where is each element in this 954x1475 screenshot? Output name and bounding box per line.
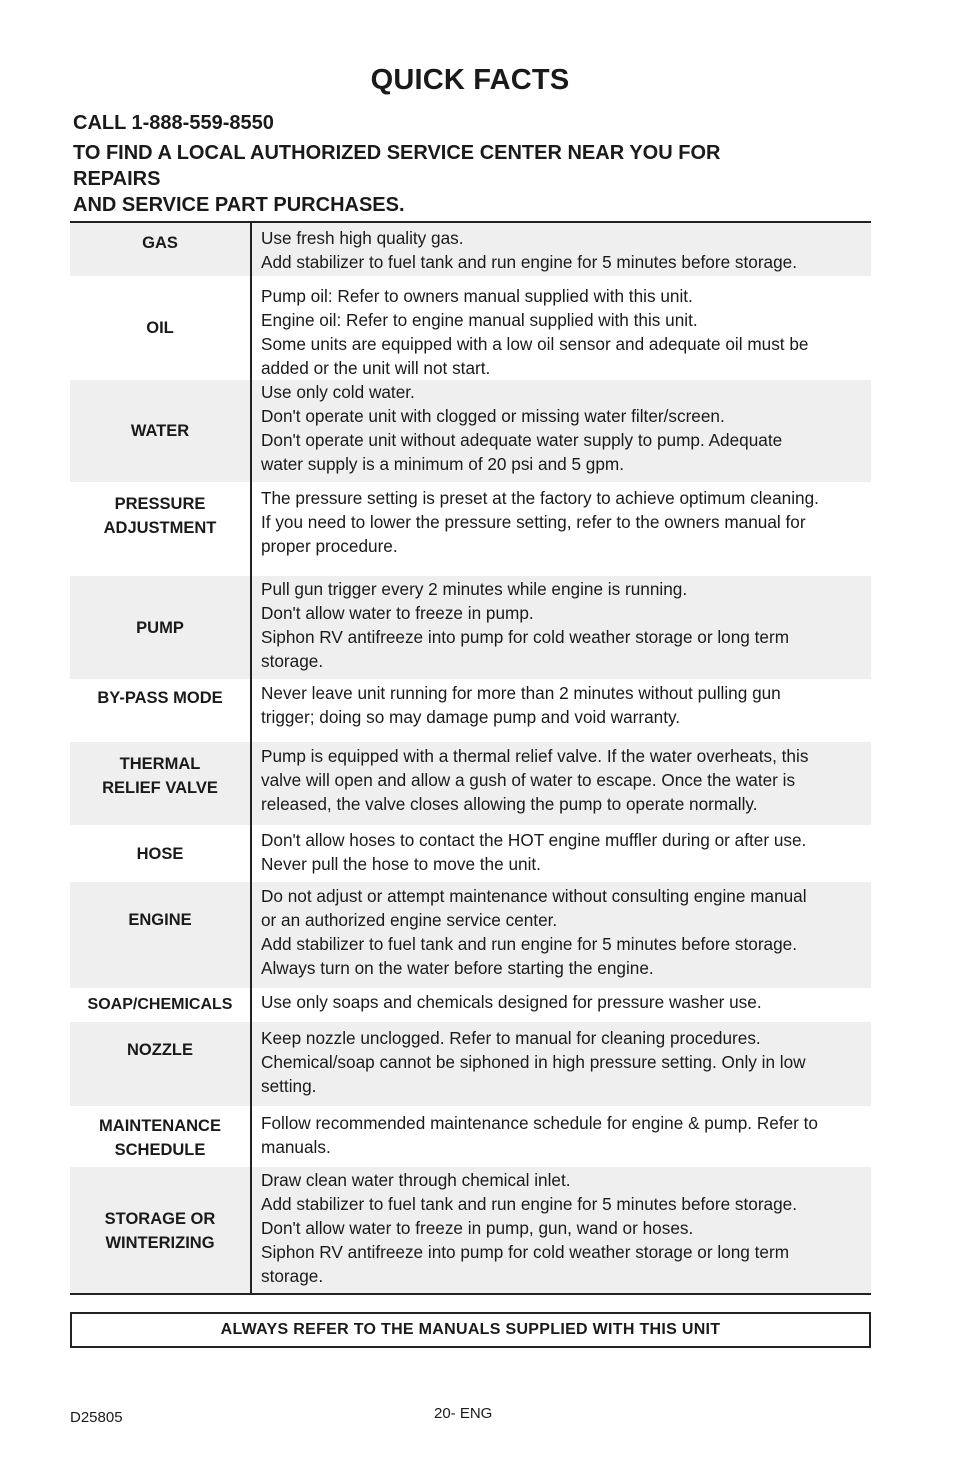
fact-description: Keep nozzle unclogged. Refer to manual for cleaning procedures. Chemical/soap cannot be siphoned in high pressure setting. Only in low setting. (261, 1028, 806, 1096)
page-title: QUICK FACTS (370, 64, 570, 96)
fact-label: HOSE (70, 825, 252, 882)
fact-row-maintenance-schedule (70, 1106, 871, 1167)
fact-description: Don't allow hoses to contact the HOT engine muffler during or after use. Never pull the hose to move the unit. (261, 830, 807, 874)
service-line-3: AND SERVICE PART PURCHASES. (73, 194, 405, 216)
fact-description: Use fresh high quality gas. Add stabilizer to fuel tank and run engine for 5 minutes before storage. (261, 228, 798, 272)
fact-row-engine (70, 882, 871, 988)
fact-label: BY-PASS MODE (70, 679, 252, 742)
service-line-2: REPAIRS (73, 168, 161, 190)
fact-description: Pump oil: Refer to owners manual supplied with this unit. Engine oil: Refer to engine manual supplied with this unit. Some units are equipped with a low oil sensor and adequate oil must be added or the unit will not start. (261, 286, 809, 378)
fact-row-gas (70, 223, 871, 276)
fact-description: Pull gun trigger every 2 minutes while engine is running. Don't allow water to freeze in pump. Siphon RV antifreeze into pump for cold weather storage or long term storage. (261, 579, 790, 671)
fact-row-hose (70, 825, 871, 882)
fact-row-pressure-adjustment (70, 482, 871, 576)
fact-label: OIL (70, 276, 252, 380)
service-line-1: TO FIND A LOCAL AUTHORIZED SERVICE CENTER NEAR YOU FOR (73, 142, 721, 164)
page-number: 20- ENG (434, 1405, 493, 1422)
fact-row-pump (70, 576, 871, 679)
service-phone: CALL 1-888-559-8550 (73, 112, 274, 134)
fact-description: Follow recommended maintenance schedule for engine & pump. Refer to manuals. (261, 1113, 818, 1157)
fact-description: Draw clean water through chemical inlet. Add stabilizer to fuel tank and run engine for 5 minutes before storage. Don't allow water to freeze in pump, gun, wand or hoses. Siphon RV antifreeze into pump for cold weather storage or long term storage. (261, 1170, 798, 1286)
fact-label: MAINTENANCE SCHEDULE (70, 1106, 252, 1167)
fact-label: WATER (70, 380, 252, 482)
fact-row-nozzle (70, 1022, 871, 1106)
fact-description: Use only cold water. Don't operate unit with clogged or missing water filter/screen. Don't operate unit without adequate water supply to pump. Adequate water supply is a minimum of 20 psi and 5 gpm. (261, 382, 783, 474)
fact-label: STORAGE OR WINTERIZING (70, 1167, 252, 1295)
fact-row-soap-chemicals (70, 988, 871, 1022)
fact-label: PRESSURE ADJUSTMENT (70, 482, 252, 576)
quick-facts-table (70, 221, 871, 1295)
fact-label: GAS (70, 223, 252, 276)
document-number: D25805 (70, 1409, 123, 1426)
fact-row-oil (70, 276, 871, 380)
fact-description: The pressure setting is preset at the factory to achieve optimum cleaning. If you need to lower the pressure setting, refer to the owners manual for proper procedure. (261, 488, 819, 556)
fact-label: SOAP/CHEMICALS (70, 988, 252, 1022)
fact-label: THERMAL RELIEF VALVE (70, 742, 252, 825)
fact-row-storage-or-winterizing (70, 1167, 871, 1295)
table-bottom-border (70, 1293, 871, 1295)
fact-row-water (70, 380, 871, 482)
fact-row-thermal-relief-valve (70, 742, 871, 825)
service-instructions (73, 140, 873, 218)
fact-label: NOZZLE (70, 1022, 252, 1106)
fact-description: Pump is equipped with a thermal relief valve. If the water overheats, this valve will open and allow a gush of water to escape. Once the water is released, the valve closes allowing the pump to operate normally. (261, 746, 809, 814)
fact-description: Do not adjust or attempt maintenance without consulting engine manual or an authorized engine service center. Add stabilizer to fuel tank and run engine for 5 minutes before storage. Always turn on the water before starting the engine. (261, 886, 807, 978)
manual-notice-box (70, 1312, 871, 1348)
fact-label: ENGINE (70, 882, 252, 988)
fact-label: PUMP (70, 576, 252, 679)
fact-description: Use only soaps and chemicals designed for pressure washer use. (261, 992, 762, 1012)
manual-notice-text: ALWAYS REFER TO THE MANUALS SUPPLIED WITH THIS UNIT (220, 1321, 721, 1338)
fact-description: Never leave unit running for more than 2 minutes without pulling gun trigger; doing so may damage pump and void warranty. (261, 683, 781, 727)
fact-row-by-pass-mode (70, 679, 871, 742)
